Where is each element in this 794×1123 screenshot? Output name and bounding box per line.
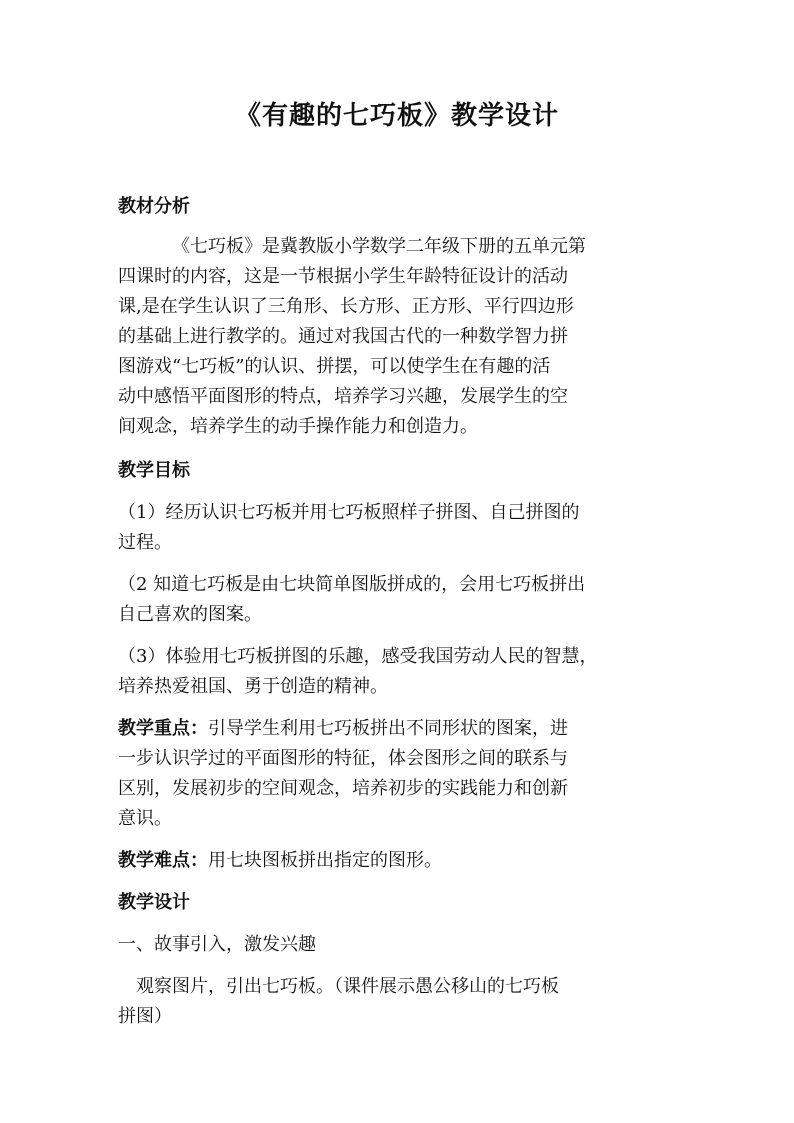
analysis-line: 的基础上进行教学的。通过对我国古代的一种数学智力拼: [118, 326, 568, 347]
design-step-1-paragraph: [118, 972, 678, 1032]
goal-item-1: [118, 498, 678, 558]
document-body: [118, 192, 678, 1032]
section-heading-design: 教学设计: [118, 892, 190, 913]
document-title: 《有趣的七巧板》教学设计: [234, 101, 559, 131]
design-step-line: 一、故事引入，激发兴趣: [118, 934, 316, 955]
analysis-line: 《七巧板》是冀教版小学数学二年级下册的五单元第: [172, 236, 586, 257]
key-points-paragraph: [118, 714, 678, 834]
key-points-label: 教学重点：: [118, 718, 208, 739]
analysis-line: 间观念，培养学生的动手操作能力和创造力。: [118, 416, 478, 437]
key-points-line: 引导学生利用七巧板拼出不同形状的图案，进: [208, 718, 568, 739]
difficulty-paragraph: [118, 846, 678, 876]
analysis-line: 课,是在学生认识了三角形、长方形、正方形、平行四边形: [118, 296, 574, 317]
goal-line: 过程。: [118, 532, 172, 553]
goal-line: 培养热爱祖国、勇于创造的精神。: [118, 676, 388, 697]
section-heading-goals: 教学目标: [118, 460, 190, 481]
difficulty-label: 教学难点：: [118, 850, 208, 871]
goal-item-2: [118, 570, 678, 630]
difficulty-text: 用七块图板拼出指定的图形。: [208, 850, 442, 871]
goal-line: （3）体验用七巧板拼图的乐趣，感受我国劳动人民的智慧，: [118, 646, 598, 667]
design-step-1-title: [118, 930, 678, 960]
design-step-text-line: 拼图）: [118, 1006, 172, 1027]
goal-line: 自己喜欢的图案。: [118, 604, 262, 625]
analysis-paragraph: [118, 232, 678, 442]
key-points-line: 区别，发展初步的空间观念，培养初步的实践能力和创新: [118, 778, 568, 799]
key-points-line: 一步认识学过的平面图形的特征，体会图形之间的联系与: [118, 748, 568, 769]
key-points-line: 意识。: [118, 808, 172, 829]
goal-line: （2 知道七巧板是由七块简单图版拼成的，会用七巧板拼出: [118, 574, 586, 595]
section-heading-analysis: 教材分析: [118, 196, 190, 217]
design-step-text-line: 观察图片，引出七巧板。（课件展示愚公移山的七巧板: [136, 976, 559, 997]
analysis-line: 图游戏“七巧板”的认识、拼摆，可以使学生在有趣的活: [118, 356, 551, 377]
analysis-line: 四课时的内容，这是一节根据小学生年龄特征设计的活动: [118, 266, 568, 287]
goal-item-3: [118, 642, 678, 702]
goal-line: （1）经历认识七巧板并用七巧板照样子拼图、自己拼图的: [118, 502, 580, 523]
analysis-line: 动中感悟平面图形的特点，培养学习兴趣，发展学生的空: [118, 386, 568, 407]
